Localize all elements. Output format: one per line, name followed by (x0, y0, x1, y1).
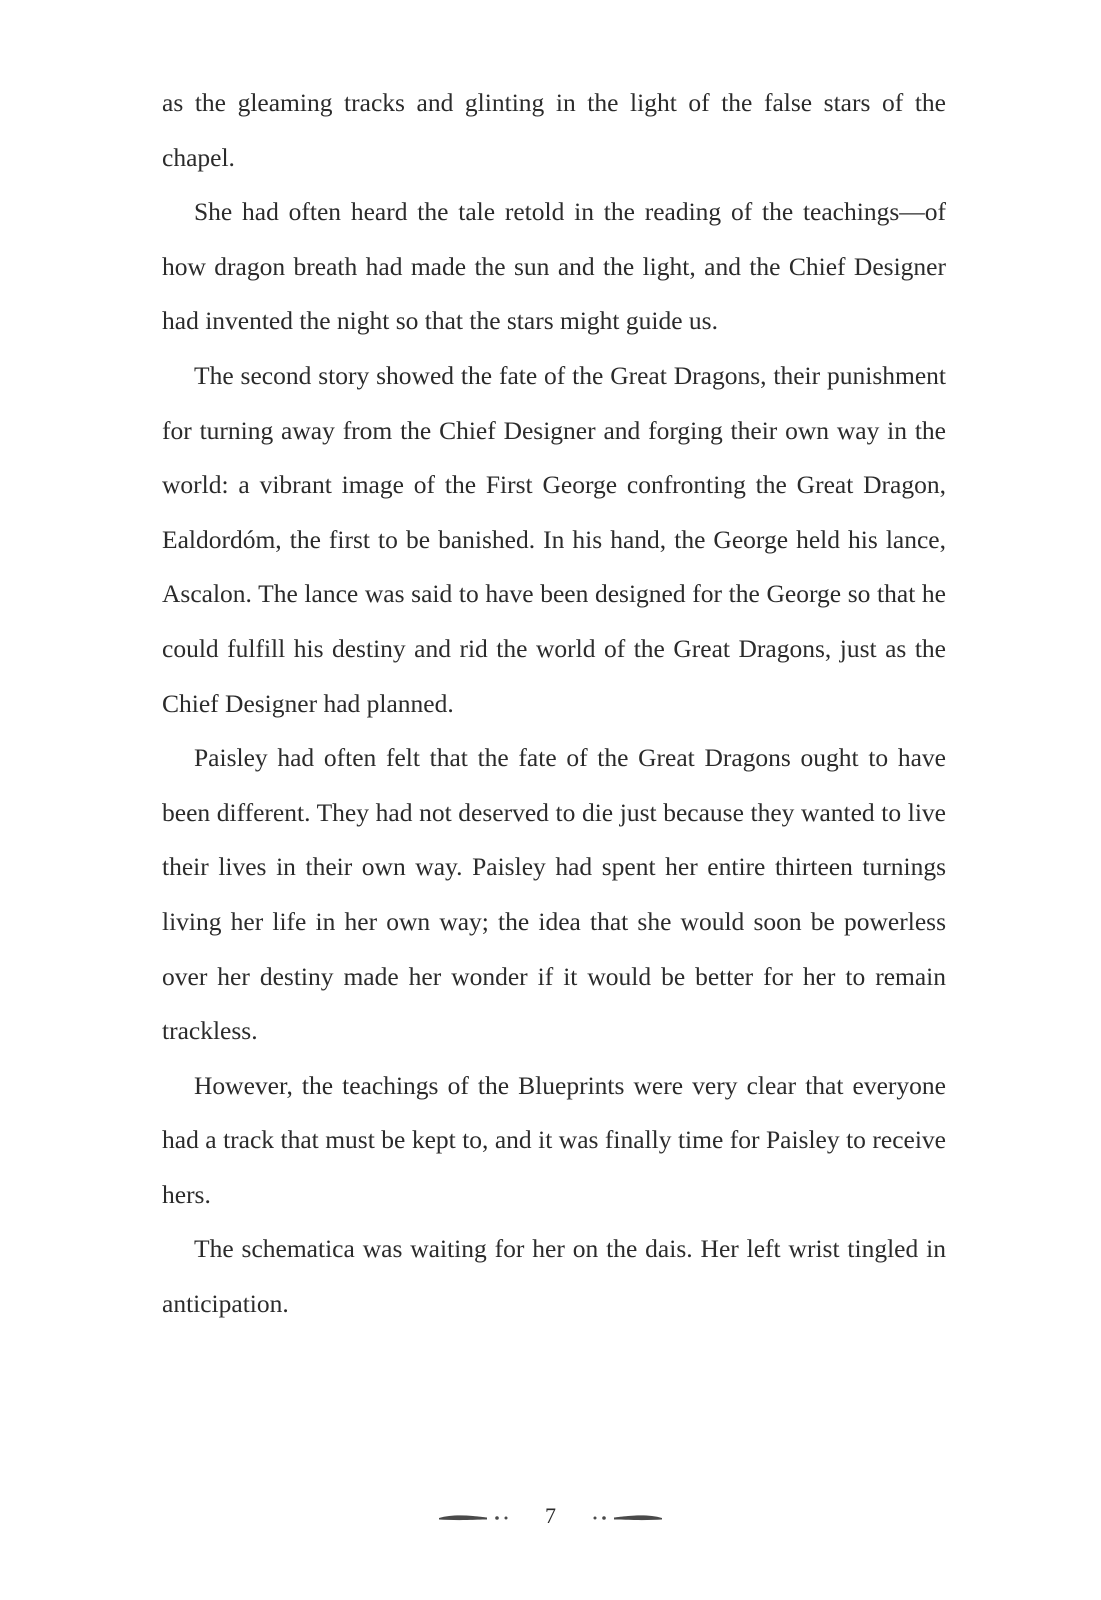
paragraph: The schematica was waiting for her on the dais. Her left wrist tingled in anticipation. (162, 1234, 946, 1319)
paragraph: The second story showed the fate of the Great Dragons, their punishment for turning away from the Chief Designer and forging their own way in the world: a vibrant image of the First George confronting the Great Dragon, Ealdordóm, the first to be banished. In his hand, the George held his lance, Ascalon. The lance was said to have been designed for the George so that he could fulfill his destiny and rid the world of the Great Dragons, just as the Chief Designer had planned. (162, 360, 946, 718)
page-body (162, 76, 946, 1332)
paragraph: However, the teachings of the Blueprints were very clear that everyone had a track that must be kept to, and it was finally time for Paisley to receive hers. (162, 1070, 946, 1209)
brush-stroke-ornament-icon (578, 1506, 664, 1526)
page-number: 7 (545, 1503, 556, 1528)
brush-stroke-ornament-icon (437, 1506, 523, 1526)
page-footer (0, 1496, 1101, 1536)
paragraph-continued: as the gleaming tracks and glinting in the light of the false stars of the chapel. (162, 88, 946, 172)
paragraph: She had often heard the tale retold in the reading of the teachings—of how dragon breath had made the sun and the light, and the Chief Designer had invented the night so that the stars might guide us. (162, 197, 946, 336)
paragraph: Paisley had often felt that the fate of the Great Dragons ought to have been different. They had not deserved to die just because they wanted to live their lives in their own way. Paisley had spent her entire thirteen turnings living her life in her own way; the idea that she would soon be powerless over her destiny made her wonder if it would be better for her to remain trackless. (162, 743, 946, 1046)
